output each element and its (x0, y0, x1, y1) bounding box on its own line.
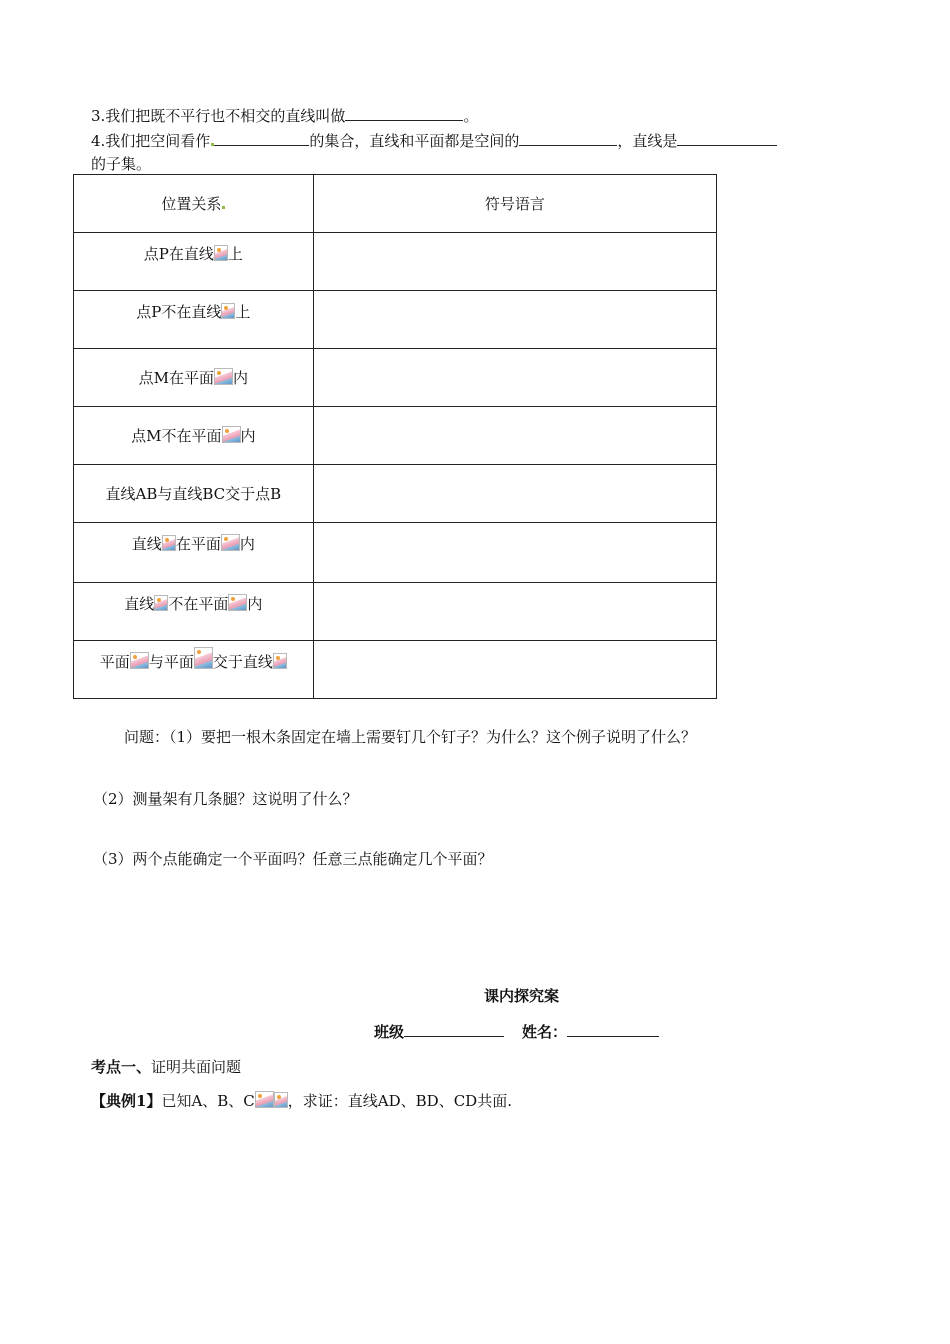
plane-symbol-icon (214, 368, 233, 385)
plane-symbol-icon (221, 534, 240, 551)
header-symbol-language: 符号语言 (313, 175, 716, 233)
symbol-answer-cell[interactable] (313, 583, 716, 641)
table-row (74, 291, 717, 349)
line-4-text-b: 的集合，直线和平面都是空间的 (309, 132, 520, 150)
relation-cell: 点P不在直线 上 (74, 291, 314, 349)
plane-symbol-icon (130, 652, 149, 669)
table-row (74, 583, 717, 641)
symbol-answer-cell[interactable] (313, 465, 716, 523)
table-row (74, 523, 717, 583)
line-symbol-icon (273, 653, 287, 669)
plane-symbol-icon (228, 594, 247, 611)
plane-symbol-icon (222, 426, 241, 443)
line-symbol-icon (154, 595, 168, 611)
answer-blank[interactable] (214, 129, 309, 146)
answer-blank[interactable] (345, 104, 463, 121)
question-1: 问题：（1）要把一根木条固定在墙上需要钉几个钉子？为什么？这个例子说明了什么？ (124, 728, 697, 746)
plane-symbol-icon (194, 647, 213, 669)
example-1-text-b: ，求证：直线AD、BD、CD共面. (287, 1092, 512, 1110)
question-2: （2）测量架有几条腿？这说明了什么？ (93, 790, 358, 808)
symbol-answer-cell[interactable] (313, 523, 716, 583)
answer-blank[interactable] (677, 129, 777, 146)
marker-dot (222, 206, 225, 209)
table-row (74, 407, 717, 465)
symbol-answer-cell[interactable] (313, 641, 716, 699)
line-4-text-d: 的子集。 (91, 155, 152, 173)
line-4-text-a: 4.我们把空间看作 (91, 132, 211, 150)
position-relation-table (73, 174, 717, 699)
line-symbol-icon (221, 303, 235, 319)
table-header-row (74, 175, 717, 233)
question-3: （3）两个点能确定一个平面吗？任意三点能确定几个平面？ (93, 850, 493, 868)
line-4-text-c: ，直线是 (617, 132, 678, 150)
set-symbol-icon (255, 1091, 274, 1108)
fill-in-line-3 (91, 104, 478, 126)
relation-cell: 平面 与平面 交于直线 (74, 641, 314, 699)
line-3-text: 3.我们把既不平行也不相交的直线叫做 (91, 107, 346, 125)
symbol-answer-cell[interactable] (313, 407, 716, 465)
name-blank[interactable] (567, 1020, 659, 1037)
relation-cell: 点M不在平面 内 (74, 407, 314, 465)
symbol-answer-cell[interactable] (313, 349, 716, 407)
point-1-text: 证明共面问题 (151, 1058, 242, 1076)
example-1 (91, 1090, 512, 1111)
fill-in-line-4-cont (91, 153, 151, 174)
plane-symbol-icon (274, 1092, 288, 1108)
table-row (74, 349, 717, 407)
relation-cell: 直线AB与直线BC交于点B (74, 465, 314, 523)
line-symbol-icon (162, 535, 176, 551)
relation-cell: 点P在直线 上 (74, 233, 314, 291)
point-1-label: 考点一、 (91, 1058, 152, 1076)
symbol-answer-cell[interactable] (313, 233, 716, 291)
relation-cell: 点M在平面 内 (74, 349, 314, 407)
section-title: 课内探究案 (484, 987, 560, 1005)
table-row (74, 641, 717, 699)
table-row (74, 465, 717, 523)
table-row (74, 233, 717, 291)
example-1-label: 【典例1】 (91, 1092, 162, 1110)
answer-blank[interactable] (519, 129, 617, 146)
class-blank[interactable] (404, 1020, 504, 1037)
class-name-line (374, 1020, 659, 1042)
name-label: 姓名： (522, 1023, 568, 1041)
relation-cell: 直线 在平面 内 (74, 523, 314, 583)
example-1-text-a: 已知A、B、C (161, 1092, 255, 1110)
relation-cell: 直线 不在平面 内 (74, 583, 314, 641)
line-symbol-icon (214, 245, 228, 261)
header-position-relation: 位置关系 (74, 175, 314, 233)
fill-in-line-4 (91, 129, 777, 151)
line-3-end: 。 (463, 107, 479, 125)
class-label: 班级 (374, 1023, 405, 1041)
symbol-answer-cell[interactable] (313, 291, 716, 349)
point-1-heading (91, 1056, 241, 1077)
